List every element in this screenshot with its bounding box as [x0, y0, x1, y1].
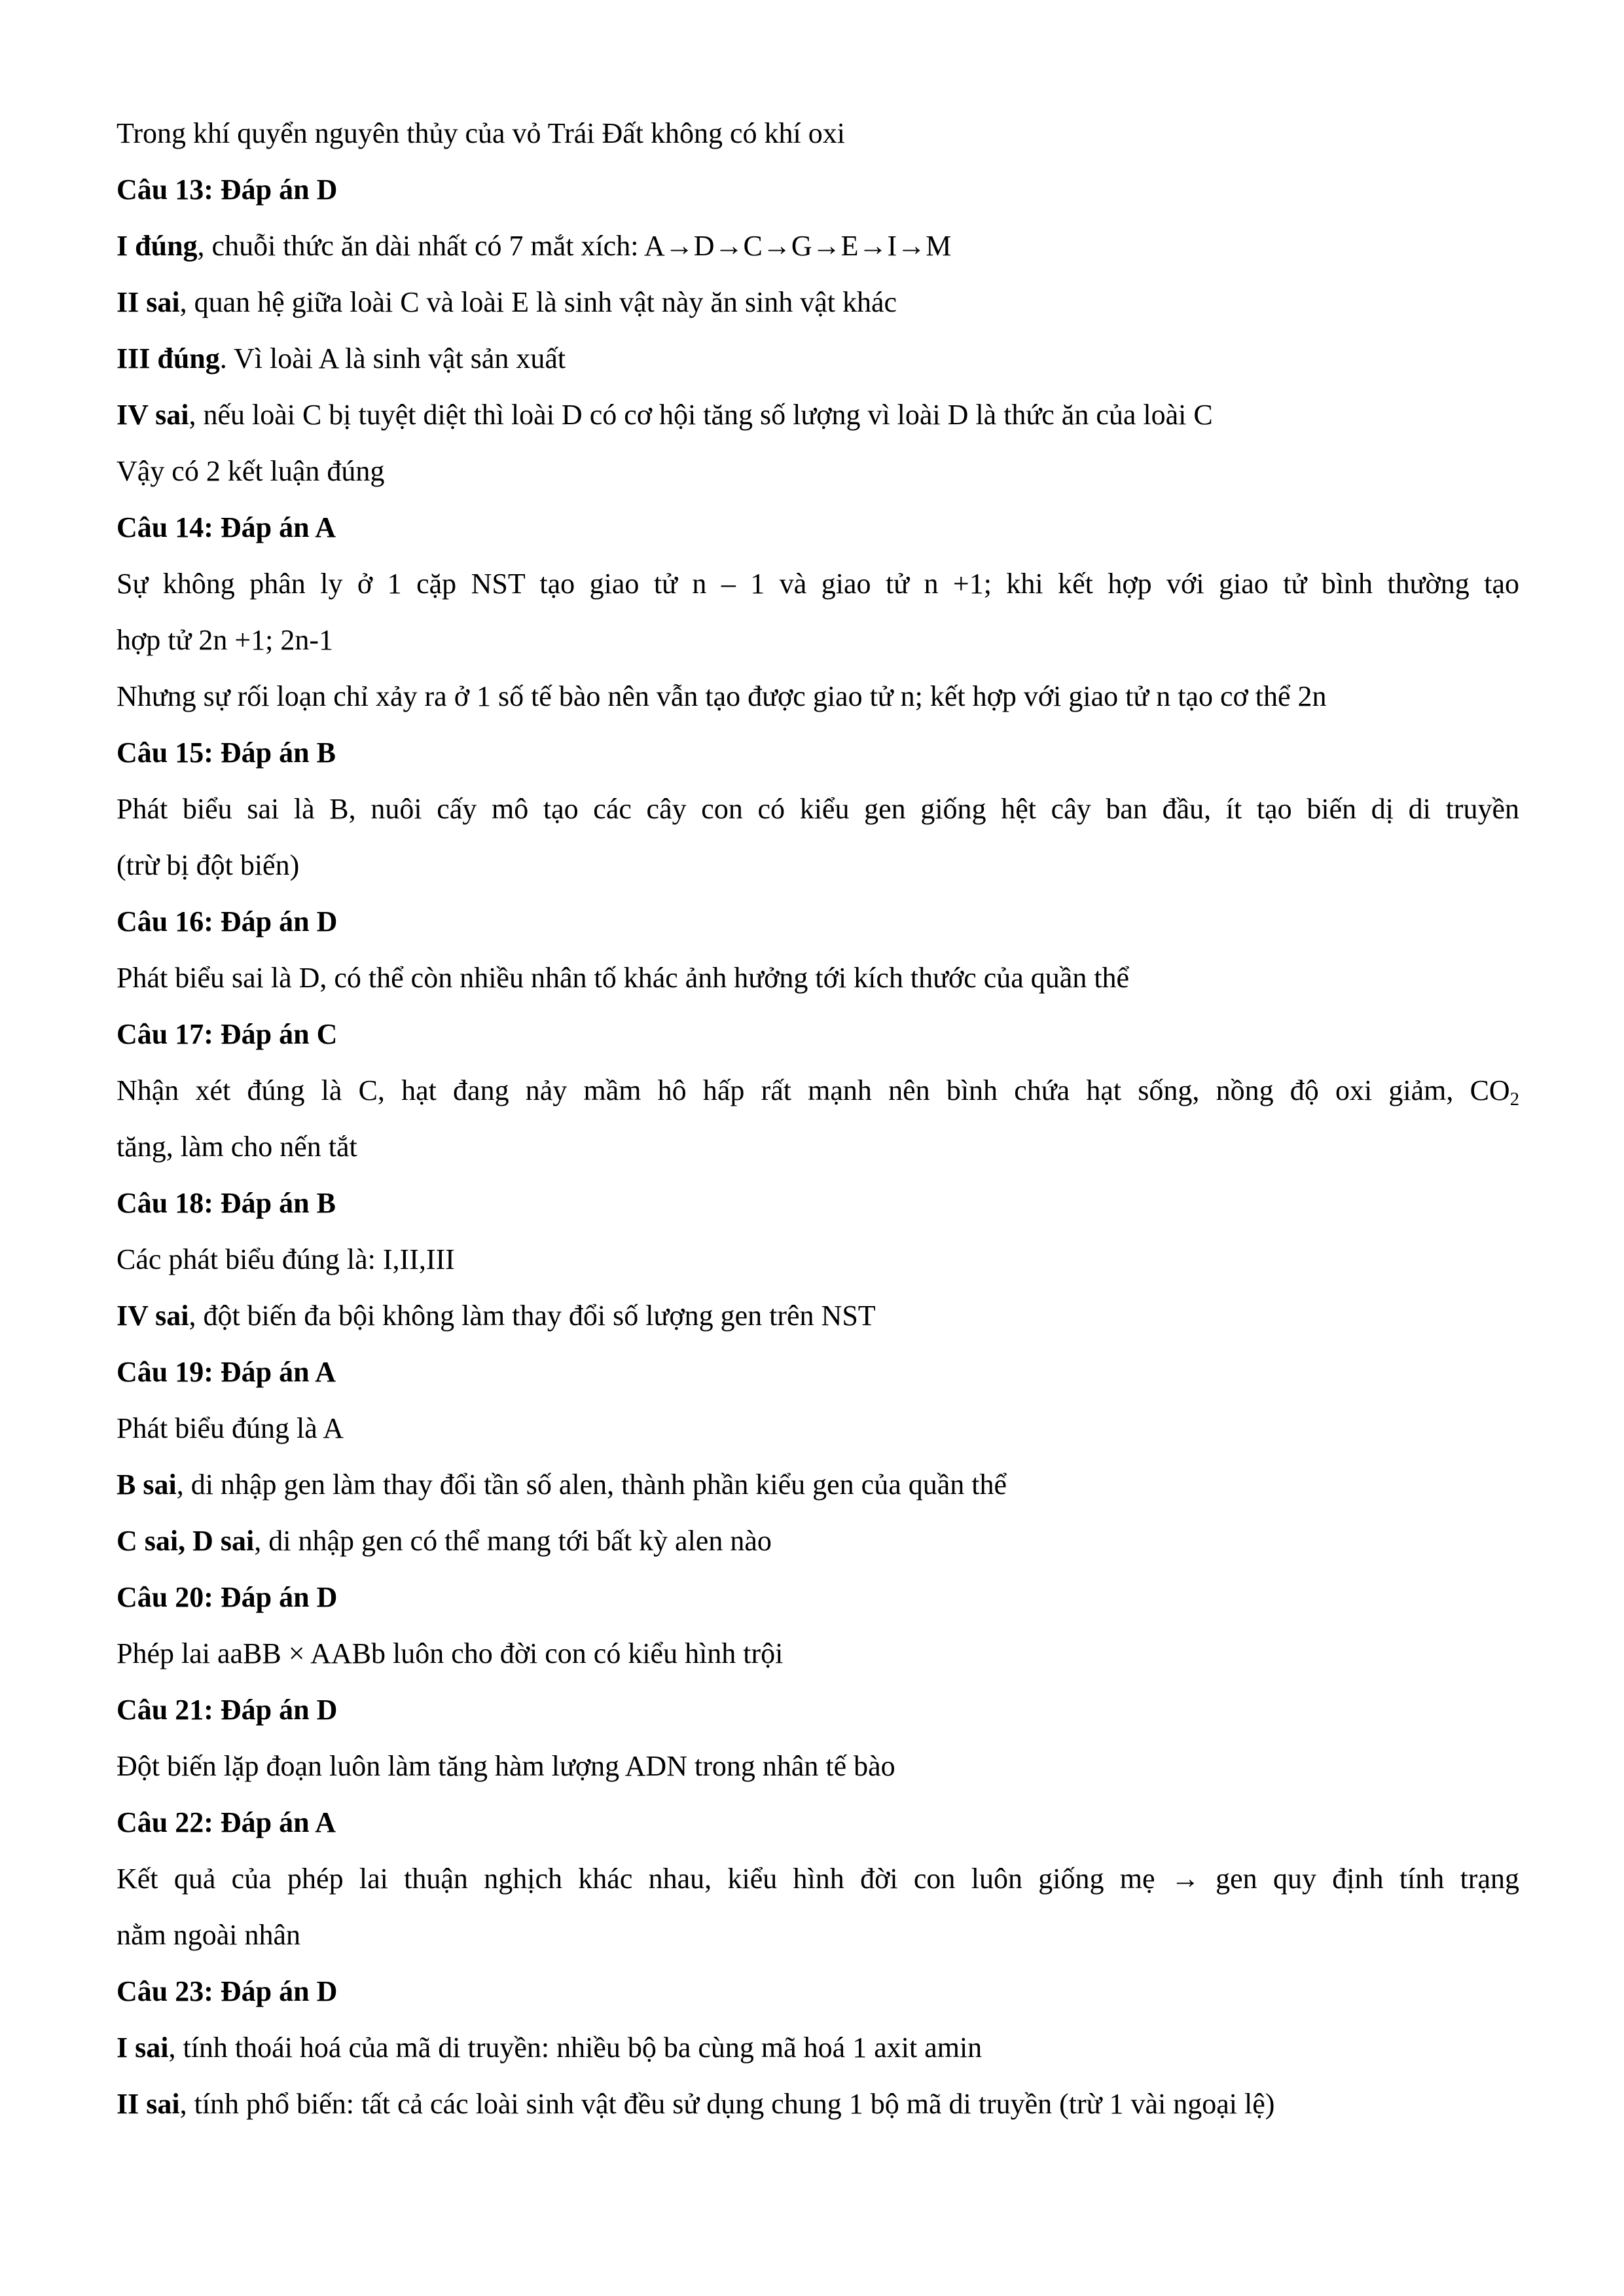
q13-line-2: II sai, quan hệ giữa loài C và loài E là sinh vật này ăn sinh vật khác	[117, 286, 897, 318]
q13-line-4: IV sai, nếu loài C bị tuyệt diệt thì loài D có cơ hội tăng số lượng vì loài D là thức ăn của loài C	[117, 399, 1213, 431]
q13-header: Câu 13: Đáp án D	[117, 173, 338, 206]
q13-line-1: I đúng, chuỗi thức ăn dài nhất có 7 mắt xích: A→D→C→G→E→I→M	[117, 230, 952, 262]
q18-line-1: Các phát biểu đúng là: I,II,III	[117, 1243, 455, 1275]
q19-line-3: C sai, D sai, di nhập gen có thể mang tới bất kỳ alen nào	[117, 1525, 772, 1557]
q14-line-2: hợp tử 2n +1; 2n-1	[117, 624, 334, 656]
q23-line-1: I sai, tính thoái hoá của mã di truyền: nhiều bộ ba cùng mã hoá 1 axit amin	[117, 2032, 983, 2064]
q13-l3-label: III đúng	[117, 342, 220, 374]
q23-l2-label: II sai	[117, 2088, 180, 2120]
q21-line-1: Đột biến lặp đoạn luôn làm tăng hàm lượng ADN trong nhân tế bào	[117, 1750, 895, 1782]
q20-line-1: Phép lai aaBB × AABb luôn cho đời con có kiểu hình trội	[117, 1637, 784, 1669]
q13-line-5: Vậy có 2 kết luận đúng	[117, 455, 385, 487]
q22-header: Câu 22: Đáp án A	[117, 1806, 336, 1838]
q15-line-1: Phát biểu sai là B, nuôi cấy mô tạo các cây con có kiểu gen giống hệt cây ban đầu, ít tạo biến dị di truyền	[117, 793, 1519, 825]
q22-line-1: Kết quả của phép lai thuận nghịch khác nhau, kiểu hình đời con luôn giống mẹ → gen quy định tính trạng	[117, 1863, 1519, 1895]
q19-l2-label: B sai	[117, 1468, 177, 1501]
intro-line: Trong khí quyển nguyên thủy của vỏ Trái Đất không có khí oxi	[117, 117, 845, 149]
q23-l1-label: I sai	[117, 2032, 169, 2064]
q13-l2-label: II sai	[117, 286, 180, 318]
q19-l3-label: C sai, D sai	[117, 1525, 255, 1557]
q21-header: Câu 21: Đáp án D	[117, 1694, 338, 1726]
q18-line-2: IV sai, đột biến đa bội không làm thay đổi số lượng gen trên NST	[117, 1300, 876, 1332]
q19-header: Câu 19: Đáp án A	[117, 1356, 336, 1388]
q20-header: Câu 20: Đáp án D	[117, 1581, 338, 1613]
q23-line-2: II sai, tính phổ biến: tất cả các loài sinh vật đều sử dụng chung 1 bộ mã di truyền (trừ 1 vài ngoại lệ)	[117, 2088, 1275, 2120]
q18-l2-label: IV sai	[117, 1300, 189, 1332]
q14-line-3: Nhưng sự rối loạn chỉ xảy ra ở 1 số tế bào nên vẫn tạo được giao tử n; kết hợp với giao tử n tạo cơ thể 2n	[117, 680, 1327, 712]
q14-header: Câu 14: Đáp án A	[117, 511, 336, 543]
q13-l1-label: I đúng	[117, 230, 198, 262]
q19-line-1: Phát biểu đúng là A	[117, 1412, 344, 1444]
q19-line-2: B sai, di nhập gen làm thay đổi tần số alen, thành phần kiểu gen của quần thể	[117, 1468, 1007, 1501]
q17-line-2: tăng, làm cho nến tắt	[117, 1131, 357, 1163]
q15-line-2: (trừ bị đột biến)	[117, 849, 300, 881]
q15-header: Câu 15: Đáp án B	[117, 737, 336, 769]
q14-line-1: Sự không phân ly ở 1 cặp NST tạo giao tử n – 1 và giao tử n +1; khi kết hợp với giao tử bình thường tạo	[117, 568, 1519, 600]
q16-header: Câu 16: Đáp án D	[117, 905, 338, 938]
q16-line-1: Phát biểu sai là D, có thể còn nhiều nhân tố khác ảnh hưởng tới kích thước của quần thể	[117, 962, 1130, 994]
q13-line-3: III đúng. Vì loài A là sinh vật sản xuất	[117, 342, 566, 374]
q13-l4-label: IV sai	[117, 399, 189, 431]
q22-line-2: nằm ngoài nhân	[117, 1919, 301, 1951]
q23-header: Câu 23: Đáp án D	[117, 1975, 338, 2007]
q17-line-1: Nhận xét đúng là C, hạt đang nảy mầm hô hấp rất mạnh nên bình chứa hạt sống, nồng độ oxi giảm, $CO_2$	[117, 1074, 1519, 1110]
q17-header: Câu 17: Đáp án C	[117, 1018, 338, 1050]
q18-header: Câu 18: Đáp án B	[117, 1187, 336, 1219]
q17-subscript: 2	[1509, 1089, 1519, 1110]
